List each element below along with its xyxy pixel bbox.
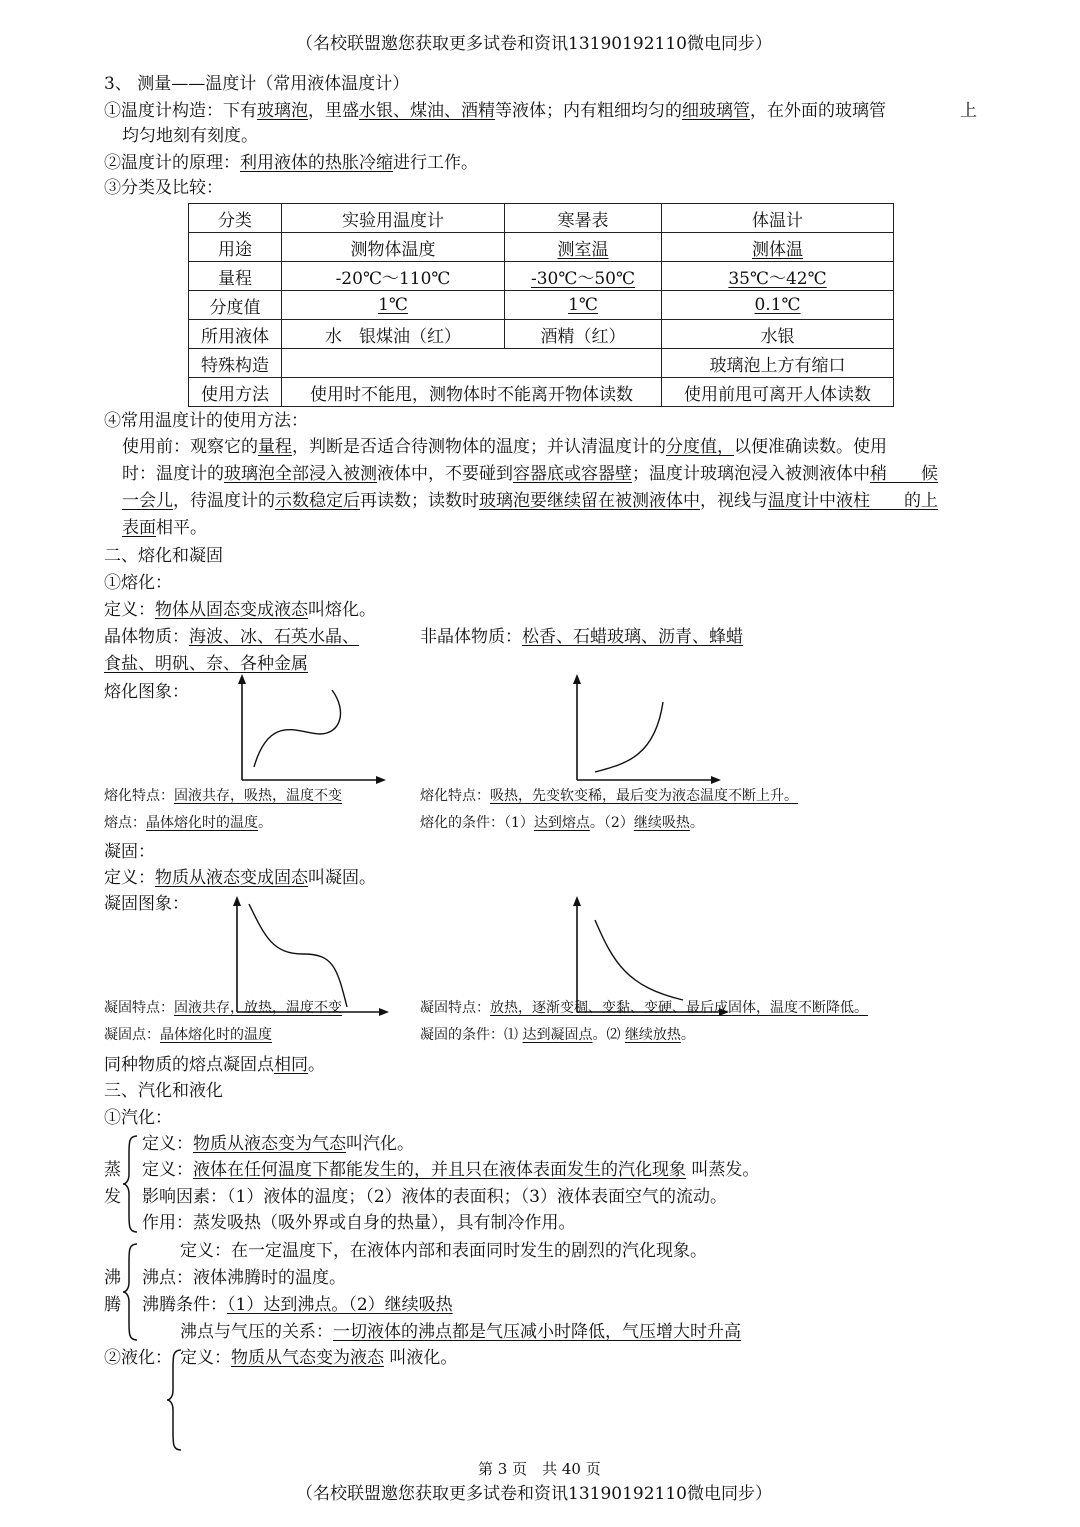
melt-condition (420, 815, 704, 833)
table-cell (282, 349, 662, 378)
table-cell: 分类 (189, 204, 282, 233)
underlined-text: 物质从液态变为气态 (193, 1134, 346, 1154)
table-cell: 寒暑表 (505, 204, 662, 233)
usage-line-4 (122, 518, 207, 539)
underlined-text: 物质从气态变为液态 (231, 1348, 384, 1368)
evap-factors: 影响因素：（1）液体的温度；（2）液体的表面积；（3）液体表面空气的流动。 (142, 1187, 727, 1207)
text: 同种物质的熔点凝固点 (104, 1055, 274, 1075)
text: 叫液化。 (384, 1348, 458, 1368)
text: 沸点与气压的关系： (180, 1322, 333, 1342)
underlined-text: 玻璃泡全部浸入被测 (224, 464, 377, 484)
usage-line-2 (122, 464, 938, 485)
text: 凝固特点： (420, 1000, 490, 1016)
vaporization-section-title: 三、汽化和液化 (104, 1081, 223, 1101)
text: 定义： (142, 1160, 193, 1180)
table-cell: 水银 (662, 320, 894, 349)
solid-feature-right (420, 1000, 868, 1018)
construction-line-2: 均匀地刻有刻度。 (122, 126, 258, 146)
boil-point: 沸点：液体沸腾时的温度。 (142, 1268, 346, 1288)
evaporation-brace (121, 1134, 141, 1234)
table-row (189, 349, 894, 378)
usage-line-1 (122, 437, 887, 458)
table-cell: 1℃ (505, 291, 662, 320)
classify-title: ③分类及比较： (104, 178, 223, 198)
text: 熔化特点： (420, 788, 490, 804)
construction-line-1-end: 上 (960, 101, 977, 121)
page-footer: （名校联盟邀您获取更多试卷和资讯13190192110微电同步） (296, 1484, 772, 1504)
table-cell: 体温计 (662, 204, 894, 233)
underlined-text: 继续放热 (624, 1027, 681, 1043)
solid-graph-label: 凝固图象： (104, 894, 189, 914)
underlined-text: 表面 (122, 518, 156, 538)
text: 叫熔化。 (308, 600, 376, 620)
underlined-text: 达到凝固点 (522, 1027, 593, 1043)
text: ①温度计构造：下有 (104, 101, 257, 121)
evap-definition-1 (142, 1134, 414, 1155)
text: 时：温度计的 (122, 464, 224, 484)
text: 定义： (104, 600, 155, 620)
underlined-text: 示数稳定后 (275, 491, 360, 511)
text: 。 (258, 815, 272, 831)
text: 。 (308, 1055, 325, 1075)
melting-graph-amorphous (565, 672, 725, 787)
solid-condition (420, 1027, 695, 1045)
underlined-text: 相同 (274, 1055, 308, 1075)
table-row (189, 233, 894, 262)
underlined-text: 达到熔点 (533, 815, 590, 831)
table-cell: 使用前甩可离开人体读数 (662, 378, 894, 407)
melting-graph-crystal (230, 672, 390, 787)
text: 。 (689, 815, 704, 831)
melt-definition (104, 600, 376, 621)
text: ，待温度计的 (173, 491, 275, 511)
table-cell: 玻璃泡上方有缩口 (662, 349, 894, 378)
text: 再读数；读数时 (360, 491, 479, 511)
table-cell: 特殊构造 (189, 349, 282, 378)
text: 。（2） (589, 815, 634, 831)
underlined-text: 松香、石蜡玻璃、沥青、蜂蜡 (522, 627, 743, 647)
text: 凝固点： (104, 1027, 160, 1043)
text: 晶体物质： (104, 627, 189, 647)
comparison-table (188, 203, 894, 407)
underlined-text: 晶体熔化时的温度 (146, 815, 258, 831)
usage-line-3 (122, 491, 938, 512)
text: 熔点： (104, 815, 146, 831)
table-cell: -20℃～110℃ (282, 262, 505, 291)
solidify-graph-crystal (225, 892, 395, 1017)
boil-condition (142, 1295, 453, 1316)
underlined-text: 物体从固态变成液态 (155, 600, 308, 620)
boiling-char-2: 腾 (104, 1295, 121, 1315)
table-row (189, 204, 894, 233)
melt-title: ①熔化： (104, 573, 172, 593)
evaporation-char-2: 发 (104, 1187, 121, 1207)
evap-definition-2 (142, 1160, 759, 1181)
solidify-graph-amorphous (565, 892, 735, 1017)
underlined-text: 温度计中液柱 的上 (768, 491, 938, 511)
underlined-text: 一切液体的沸点都是气压减小时降低，气压增大时升高 (333, 1322, 741, 1342)
noncrystal-line (420, 627, 743, 648)
text: ，判断是否适合待测物体的温度；并认清温度计的 (292, 437, 666, 457)
text: 液体中，不要碰到 (377, 464, 513, 484)
text: 叫蒸发。 (686, 1160, 760, 1180)
table-row (189, 320, 894, 349)
underlined-text: 放热，逐渐变稠、变黏、变硬、最后成固体，温度不断降低。 (490, 1000, 868, 1016)
table-cell: 酒精（红） (505, 320, 662, 349)
underlined-text: 稍 候 (870, 464, 938, 484)
table-cell: 1℃ (282, 291, 505, 320)
solid-point (104, 1027, 272, 1045)
table-cell: 分度值 (189, 291, 282, 320)
text: 熔化的条件：（1） (420, 815, 534, 831)
solid-feature-left (104, 1000, 342, 1018)
underlined-text: 容器底或容器壁 (513, 464, 632, 484)
underlined-text: 利用液体的热胀冷缩 (240, 153, 393, 173)
boil-definition: 定义：在一定温度下，在液体内部和表面同时发生的剧烈的汽化现象。 (180, 1241, 707, 1261)
thermometer-title: 3、 测量——温度计（常用液体温度计） (104, 74, 410, 94)
text: 凝固特点： (104, 1000, 174, 1016)
usage-title: ④常用温度计的使用方法： (104, 411, 308, 431)
page-number: 第 3 页 共 40 页 (478, 1460, 601, 1478)
underlined-text: 分度值， (666, 437, 734, 457)
text: 熔化特点： (104, 788, 174, 804)
table-cell: 测体温 (662, 233, 894, 262)
table-cell: 使用方法 (189, 378, 282, 407)
construction-line-1 (104, 101, 886, 122)
text: ；温度计玻璃泡浸入被测液体中 (632, 464, 870, 484)
table-cell: 35℃～42℃ (662, 262, 894, 291)
table-cell: 使用时不能甩，测物体时不能离开物体读数 (282, 378, 662, 407)
text: 凝固的条件：⑴ (420, 1027, 523, 1043)
boiling-char-1: 沸 (104, 1268, 121, 1288)
underlined-text: 物质从液态变成固态 (155, 868, 308, 888)
melting-section-title: 二、熔化和凝固 (104, 546, 223, 566)
table-cell: 水 银煤油（红） (282, 320, 505, 349)
boil-pressure (180, 1322, 741, 1343)
text: 等液体；内有粗细均匀的 (495, 101, 682, 121)
crystal-line-2: 食盐、明矾、奈、各种金属 (104, 654, 308, 674)
text: 定义： (104, 868, 155, 888)
melt-point (104, 815, 272, 833)
table-cell: 量程 (189, 262, 282, 291)
evaporation-char-1: 蒸 (104, 1160, 121, 1180)
underlined-text: 固液共存，吸热，温度不变 (174, 788, 342, 804)
underlined-text: 液体在任何温度下都能发生的，并且只在液体表面发生的汽化现象 (193, 1160, 686, 1180)
text: 沸腾条件： (142, 1295, 227, 1315)
crystal-line (104, 627, 359, 648)
underlined-text: 玻璃泡要继续留在被测液体中 (479, 491, 700, 511)
table-cell: -30℃～50℃ (505, 262, 662, 291)
text: 以便准确读数。使用 (734, 437, 887, 457)
melt-feature-left (104, 788, 342, 806)
same-point-line (104, 1055, 325, 1076)
underlined-text: 继续吸热 (633, 815, 690, 831)
text: 定义： (142, 1134, 193, 1154)
text: 相平。 (156, 518, 207, 538)
solid-title: 凝固： (104, 842, 155, 862)
text: 。 (680, 1027, 695, 1043)
table-cell: 测室温 (505, 233, 662, 262)
underlined-text: 海波、冰、石英水晶、 (189, 627, 359, 647)
table-cell: 用途 (189, 233, 282, 262)
text: 定义： (180, 1348, 231, 1368)
evap-effect: 作用：蒸发吸热（吸外界或自身的热量），具有制冷作用。 (142, 1213, 576, 1233)
text: ，视线与 (700, 491, 768, 511)
table-cell: 所用液体 (189, 320, 282, 349)
text: 非晶体物质： (420, 627, 522, 647)
text: 。⑵ (592, 1027, 625, 1043)
table-row (189, 262, 894, 291)
liq-definition (180, 1348, 457, 1369)
underlined-text: （1）达到沸点。（2）继续吸热 (227, 1295, 453, 1315)
solid-definition (104, 868, 376, 889)
vap-title: ①汽化： (104, 1108, 172, 1128)
text: ，里盛 (308, 101, 359, 121)
principle-line (104, 153, 478, 174)
text: 叫汽化。 (346, 1134, 414, 1154)
melt-graph-label: 熔化图象： (104, 682, 189, 702)
underlined-text: 晶体熔化时的温度 (160, 1027, 272, 1043)
page-header: （名校联盟邀您获取更多试卷和资讯13190192110微电同步） (296, 34, 772, 54)
boiling-brace (121, 1242, 141, 1342)
underlined-text: 吸热，先变软变稀，最后变为液态温度不断上升。 (490, 788, 798, 804)
table-row (189, 378, 894, 407)
text: ，在外面的玻璃管 (750, 101, 886, 121)
underlined-text: 固液共存，放热，温度不变 (174, 1000, 342, 1016)
liq-title: ②液化： (104, 1348, 172, 1368)
text: 叫凝固。 (308, 868, 376, 888)
melt-feature-right (420, 788, 798, 806)
underlined-text: 一会儿 (122, 491, 173, 511)
text: ②温度计的原理： (104, 153, 240, 173)
text: 进行工作。 (393, 153, 478, 173)
underlined-text: 玻璃泡 (257, 101, 308, 121)
underlined-text: 细玻璃管 (682, 101, 750, 121)
text: 使用前：观察它的 (122, 437, 258, 457)
table-cell: 测物体温度 (282, 233, 505, 262)
table-row (189, 291, 894, 320)
table-cell: 实验用温度计 (282, 204, 505, 233)
underlined-text: 水银、煤油、酒精 (359, 101, 495, 121)
table-cell: 0.1℃ (662, 291, 894, 320)
underlined-text: 量程 (258, 437, 292, 457)
